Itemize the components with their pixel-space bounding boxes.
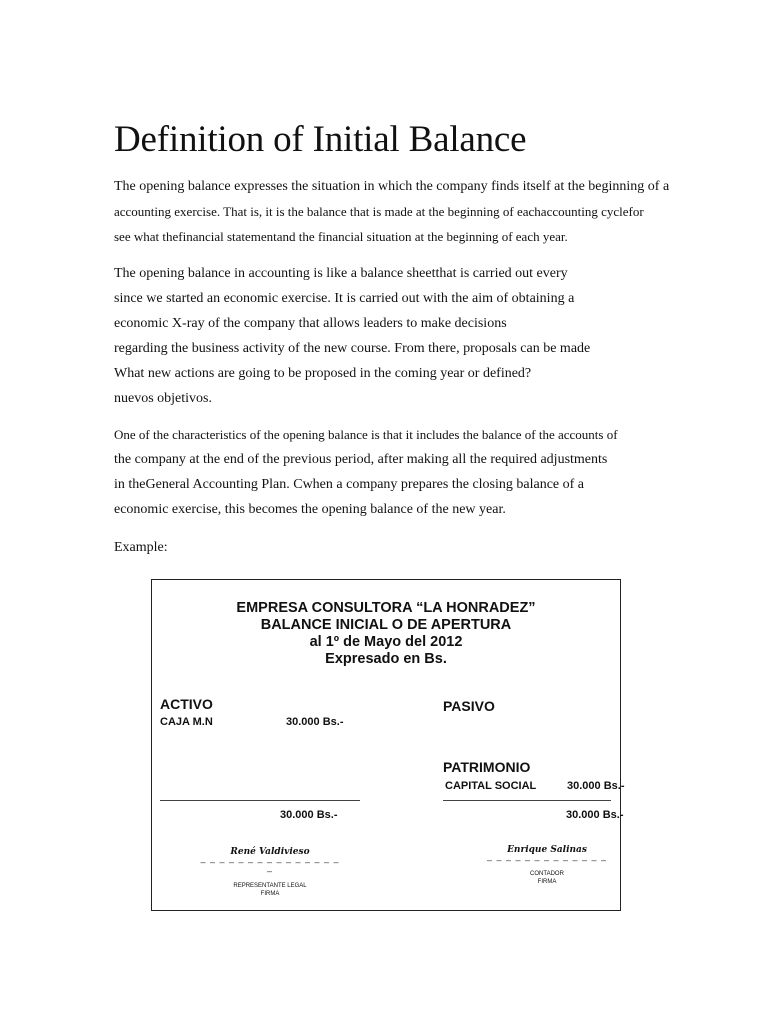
balance-type: BALANCE INICIAL O DE APERTURA bbox=[260, 617, 512, 633]
signature-role: REPRESENTANTE LEGAL bbox=[233, 883, 307, 889]
balance-heading bbox=[152, 600, 620, 668]
balance-currency: Expresado en Bs. bbox=[325, 651, 447, 667]
page-title: Definition of Initial Balance bbox=[114, 119, 527, 160]
signature-legal-rep bbox=[200, 846, 340, 898]
paragraph-definition bbox=[114, 174, 714, 249]
text-line: nuevos objetivos. bbox=[114, 391, 212, 406]
signature-name: René Valdivieso bbox=[230, 847, 310, 857]
text-line: One of the characteristics of the opening balance is that it includes the balance of the accounts of bbox=[114, 427, 618, 442]
text-line: economic exercise, this becomes the opening balance of the new year. bbox=[114, 502, 506, 517]
activo-total-rule bbox=[160, 800, 360, 801]
text-line: economic X-ray of the company that allows leaders to make decisions bbox=[114, 316, 507, 331]
signature-line: – – – – – – – – – – – – – – – – bbox=[200, 857, 340, 876]
patrimonio-title: PATRIMONIO bbox=[443, 759, 531, 775]
patrimonio-item-value: 30.000 Bs.- bbox=[567, 780, 625, 792]
text-line: see what thefinancial statementand the financial situation at the beginning of each year. bbox=[114, 229, 568, 244]
balance-date: al 1º de Mayo del 2012 bbox=[309, 634, 463, 650]
example-label bbox=[114, 535, 714, 560]
text-line: the company at the end of the previous period, after making all the required adjustments bbox=[114, 452, 608, 467]
activo-item-label: CAJA M.N bbox=[160, 716, 213, 728]
signature-sub: FIRMA bbox=[537, 879, 557, 885]
text-line: accounting exercise. That is, it is the balance that is made at the beginning of eachaccounting cyclefor bbox=[114, 204, 644, 219]
signature-accountant bbox=[477, 844, 617, 886]
pasivo-title: PASIVO bbox=[443, 698, 495, 714]
company-name: EMPRESA CONSULTORA “LA HONRADEZ” bbox=[236, 600, 536, 616]
text-line: Example: bbox=[114, 540, 168, 555]
pasivo-total-rule bbox=[443, 800, 611, 801]
text-line: regarding the business activity of the new course. From there, proposals can be made bbox=[114, 341, 591, 356]
text-line: What new actions are going to be proposed in the coming year or defined? bbox=[114, 366, 532, 381]
activo-item-value: 30.000 Bs.- bbox=[286, 716, 344, 728]
signature-name: Enrique Salinas bbox=[507, 845, 587, 855]
activo-title: ACTIVO bbox=[160, 696, 213, 712]
signature-sub: FIRMA bbox=[260, 891, 280, 897]
balance-sheet-example bbox=[151, 579, 625, 911]
patrimonio-item-label: CAPITAL SOCIAL bbox=[445, 780, 537, 792]
text-line: in theGeneral Accounting Plan. Cwhen a company prepares the closing balance of a bbox=[114, 477, 585, 492]
text-line: The opening balance expresses the situation in which the company finds itself at the beginning of a bbox=[114, 179, 670, 194]
pasivo-total: 30.000 Bs.- bbox=[566, 809, 624, 821]
activo-total: 30.000 Bs.- bbox=[280, 809, 338, 821]
signature-role: CONTADOR bbox=[530, 871, 564, 877]
text-line: The opening balance in accounting is like a balance sheetthat is carried out every bbox=[114, 266, 568, 281]
paragraph-characteristics bbox=[114, 422, 714, 522]
paragraph-analogy bbox=[114, 261, 714, 411]
signature-line: – – – – – – – – – – – – – bbox=[486, 855, 608, 865]
text-line: since we started an economic exercise. It is carried out with the aim of obtaining a bbox=[114, 291, 575, 306]
